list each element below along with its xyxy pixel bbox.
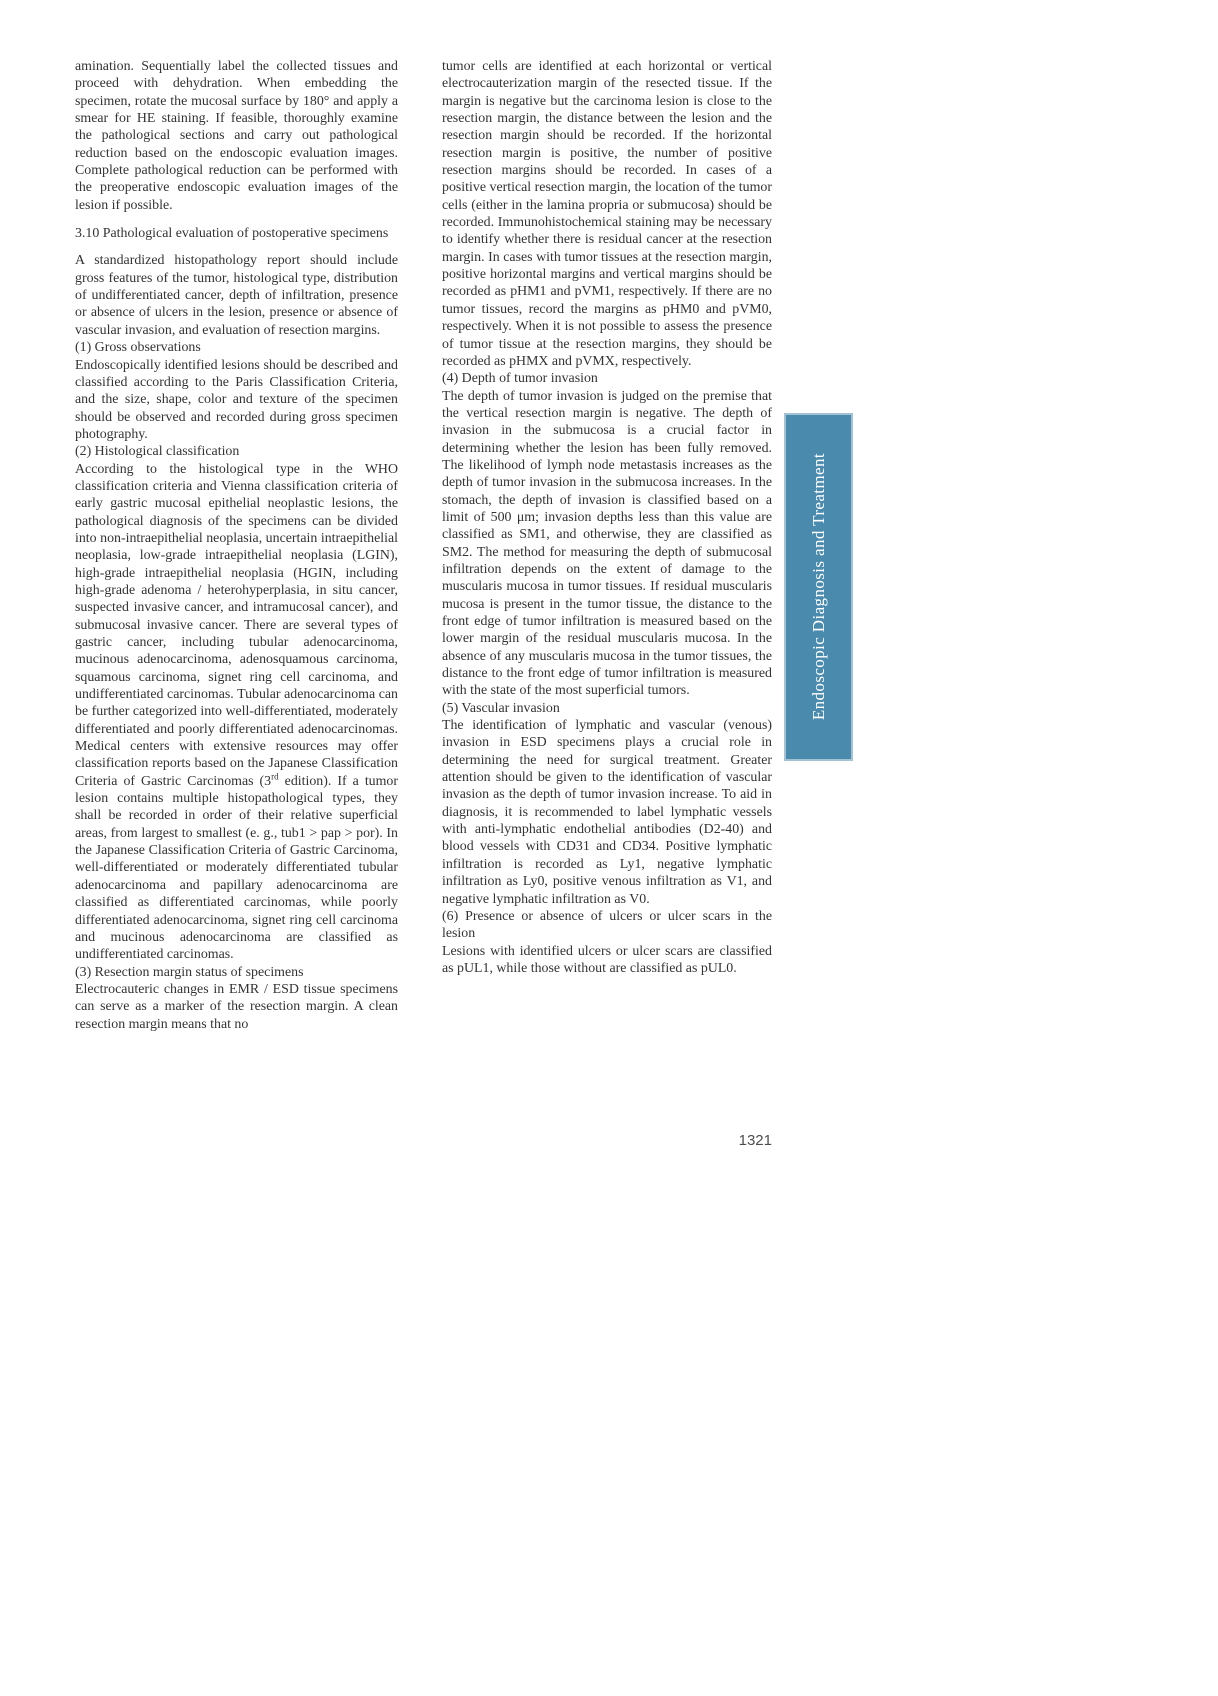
paragraph-vascular-invasion: The identification of lymphatic and vascular (venous) invasion in ESD specimens plays a crucial role in determining the need for surgical treatment. Greater attention should be given to the identification of vascular invasion as the depth of tumor invasion increase. To aid in diagnosis, it is recommended to label lymphatic vessels with anti-lymphatic endothelial antibodies (D2-40) and blood vessels with CD31 and CD34. Positive lymphatic infiltration is recorded as Ly1, negative lymphatic infiltration as Ly0, positive venous infiltration as V1, and negative lymphatic infiltration as V0.: [442, 718, 772, 907]
paragraph-continuation: amination. Sequentially label the collected tissues and proceed with dehydration. When embedding the specimen, rotate the mucosal surface by 180° and apply a smear for HE staining. If feasible, thoroughly examine the pathological sections and carry out pathological reduction based on the endoscopic evaluation images. Complete pathological reduction can be performed with the preoperative endoscopic evaluation images of the lesion if possible.: [75, 59, 398, 213]
histology-text-segment-2: edition). If a tumor lesion contains multiple histopathological types, they shall be recorded in order of their relative superficial areas, from largest to smallest (e. g., tub1 > pap > por). In the Japanese Classification Criteria of Gastric Carcinoma, well-differentiated or moderately differentiated tubular adenocarcinoma and papillary adenocarcinoma are classified as differentiated carcinomas, while poorly differentiated adenocarcinoma, signet ring cell carcinoma and mucinous adenocarcinoma are classified as undifferentiated carcinomas.: [75, 773, 398, 963]
ordinal-superscript: rd: [271, 771, 279, 782]
item-label-depth-of-invasion: (4) Depth of tumor invasion: [442, 371, 598, 387]
paragraph-tumor-cells: tumor cells are identified at each horizontal or vertical electrocauterization margin of the resected tissue. If the margin is negative but the carcinoma lesion is close to the resection margin, the distance between the lesion and the resection margin should be recorded. If the horizontal resection margin is positive, the number of positive resection margins should be recorded. In cases of a positive vertical resection margin, the location of the tumor cells (either in the lamina propria or submucosa) should be recorded. Immunohistochemical staining may be necessary to identify whether there is residual cancer at the resection margin. In cases with tumor tissues at the resection margin, positive horizontal margins and vertical margins should be recorded as pHM1 and pVM1, respectively. If there are no tumor tissues, record the margins as pHM0 and pVM0, respectively. When it is not possible to assess the presence of tumor tissue at the resection margins, they should be recorded as pHMX and pVMX, respectively.: [442, 59, 772, 369]
left-column: [75, 58, 398, 1033]
chapter-thumb-tab-label: Endoscopic Diagnosis and Treatment: [808, 453, 828, 721]
chapter-thumb-tab: [784, 413, 853, 761]
histology-text-segment-1: According to the histological type in the WHO classification criteria and Vienna classification criteria of early gastric mucosal epithelial neoplastic lesions, the pathological diagnosis of the specimens can be divided into non-intraepithelial neoplasia, uncertain intraepithelial neoplasia, low-grade intraepithelial neoplasia (LGIN), high-grade intraepithelial neoplasia (HGIN, including high-grade adenoma / heterohyperplasia, in situ cancer, suspected invasive cancer, and intramucosal cancer), and submucosal invasive cancer. There are several types of gastric cancer, including tubular adenocarcinoma, mucinous adenocarcinoma, adenosquamous carcinoma, squamous carcinoma, signet ring cell carcinoma, and undifferentiated carcinomas. Tubular adenocarcinoma can be further categorized into well-differentiated, moderately differentiated and poorly differentiated adenocarcinomas. Medical centers with extensive resources may offer classification reports based on the Japanese Classification Criteria of Gastric Carcinomas (3: [75, 461, 398, 789]
paragraph-depth-of-invasion: The depth of tumor invasion is judged on the premise that the vertical resection margin is negative. The depth of invasion in the submucosa is a crucial factor in determining whether the lesion has been fully removed. The likelihood of lymph node metastasis increases as the depth of tumor invasion in the submucosa increases. In the stomach, the depth of invasion is classified based on a limit of 500 μm; invasion depths less than this value are classified as SM1, and otherwise, they are classified as SM2. The method for measuring the depth of submucosal infiltration depends on the extent of damage to the muscularis mucosa in tumor tissues. If residual muscularis mucosa is present in the tumor tissue, the distance to the front edge of tumor infiltration is measured based on the lower margin of the residual muscularis mucosa. In the absence of any muscularis mucosa in the tumor tissues, the distance to the front edge of tumor infiltration is measured with the state of the most superficial tumors.: [442, 388, 772, 699]
right-column: [442, 58, 772, 977]
page-number: 1321: [738, 1132, 772, 1149]
paragraph-ulcer-classification: Lesions with identified ulcers or ulcer scars are classified as pUL1, while those without are classified as pUL0.: [442, 943, 772, 976]
paragraph-histological-classification: [75, 461, 398, 964]
paragraph-resection-margin: Electrocauteric changes in EMR / ESD tissue specimens can serve as a marker of the resection margin. A clean resection margin means that no: [75, 981, 398, 1032]
paragraph-gross-observations: Endoscopically identified lesions should be described and classified according to the Paris Classification Criteria, and the size, shape, color and texture of the specimen should be observed and recorded during gross specimen photography.: [75, 357, 398, 442]
item-label-histological-classification: (2) Histological classification: [75, 444, 240, 460]
item-label-resection-margin-status: (3) Resection margin status of specimens: [75, 964, 304, 980]
item-label-ulcer-presence: (6) Presence or absence of ulcers or ulcer scars in the lesion: [442, 908, 772, 942]
item-label-gross-observations: (1) Gross observations: [75, 340, 201, 356]
paragraph-standardized-report: A standardized histopathology report should include gross features of the tumor, histological type, distribution of undifferentiated cancer, depth of infiltration, presence or absence of ulcers in the lesion, presence or absence of vascular invasion, and evaluation of resection margins.: [75, 253, 398, 338]
section-heading-3-10: 3.10 Pathological evaluation of postoperative specimens: [75, 226, 389, 242]
item-label-vascular-invasion: (5) Vascular invasion: [442, 700, 560, 716]
